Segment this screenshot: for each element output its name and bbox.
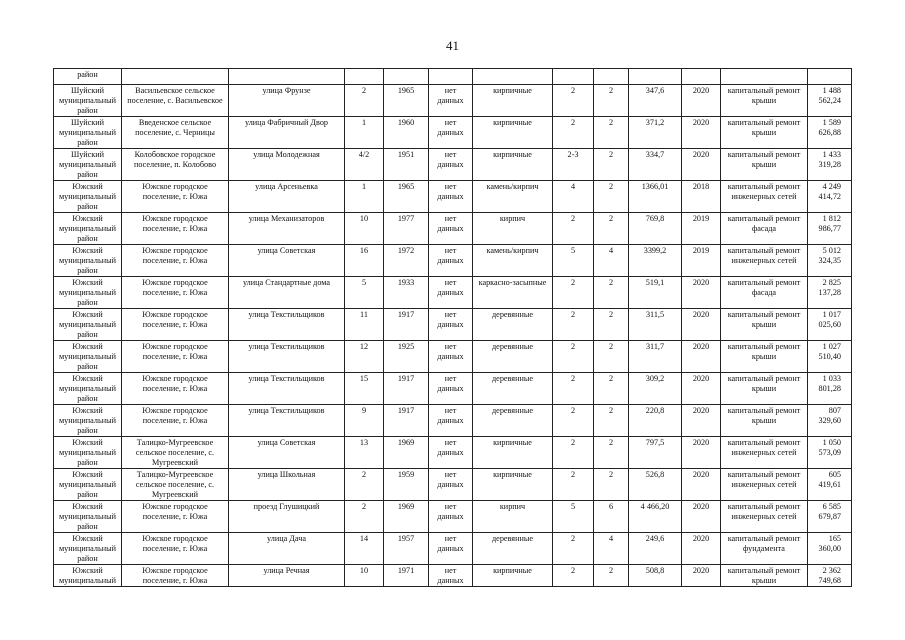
cell-district: Шуйский муниципальный район (54, 85, 122, 117)
cell-settlement: Васильевское сельское поселение, с. Васильевское (122, 85, 229, 117)
cell-material (473, 69, 553, 85)
cell-cost: 1 050 573,09 (808, 437, 852, 469)
cell-year: 1959 (384, 469, 429, 501)
cell-settlement: Талицко-Мугреевское сельское поселение, с. Мугреевский (122, 437, 229, 469)
table-row (54, 405, 852, 437)
cell-status: нет данных (429, 213, 473, 245)
cell-district: Шуйский муниципальный район (54, 149, 122, 181)
cell-material: камень/кирпич (473, 181, 553, 213)
cell-work-type: капитальный ремонт крыши (721, 309, 808, 341)
table-row (54, 373, 852, 405)
cell-entrances: 2 (594, 437, 629, 469)
cell-work-type: капитальный ремонт фасада (721, 277, 808, 309)
cell-settlement: Южское городское поселение, г. Южа (122, 341, 229, 373)
cell-year: 1951 (384, 149, 429, 181)
cell-plan-year: 2020 (682, 565, 721, 587)
cell-floors: 2 (553, 85, 594, 117)
cell-district: Шуйский муниципальный район (54, 117, 122, 149)
cell-floors: 5 (553, 501, 594, 533)
cell-street: проезд Глушицкий (229, 501, 345, 533)
cell-work-type: капитальный ремонт инженерных сетей (721, 437, 808, 469)
cell-area: 797,5 (629, 437, 682, 469)
cell-floors: 2 (553, 277, 594, 309)
cell-district: Южский муниципальный район (54, 309, 122, 341)
table-row (54, 309, 852, 341)
cell-area: 249,6 (629, 533, 682, 565)
table-row (54, 437, 852, 469)
cell-house: 15 (345, 373, 384, 405)
cell-house: 10 (345, 213, 384, 245)
cell-cost: 807 329,60 (808, 405, 852, 437)
cell-house: 12 (345, 341, 384, 373)
cell-area (629, 69, 682, 85)
cell-district: Южский муниципальный район (54, 341, 122, 373)
cell-year: 1965 (384, 85, 429, 117)
cell-floors: 2 (553, 341, 594, 373)
cell-status: нет данных (429, 149, 473, 181)
cell-year: 1971 (384, 565, 429, 587)
cell-work-type: капитальный ремонт крыши (721, 149, 808, 181)
cell-material: кирпичные (473, 565, 553, 587)
cell-entrances: 2 (594, 469, 629, 501)
cell-year: 1969 (384, 437, 429, 469)
housing-repair-table (53, 68, 852, 587)
cell-settlement: Южское городское поселение, г. Южа (122, 533, 229, 565)
cell-street (229, 69, 345, 85)
cell-plan-year: 2020 (682, 149, 721, 181)
table-row (54, 469, 852, 501)
cell-entrances: 2 (594, 213, 629, 245)
cell-house: 4/2 (345, 149, 384, 181)
cell-entrances: 2 (594, 277, 629, 309)
cell-work-type: капитальный ремонт инженерных сетей (721, 469, 808, 501)
cell-area: 1366,01 (629, 181, 682, 213)
cell-plan-year (682, 69, 721, 85)
cell-cost: 1 488 562,24 (808, 85, 852, 117)
page-number: 41 (446, 38, 459, 53)
cell-area: 769,8 (629, 213, 682, 245)
cell-floors: 5 (553, 245, 594, 277)
cell-status: нет данных (429, 501, 473, 533)
cell-material: кирпичные (473, 85, 553, 117)
cell-status: нет данных (429, 181, 473, 213)
cell-material: кирпичные (473, 437, 553, 469)
table-row (54, 533, 852, 565)
cell-material: деревянные (473, 533, 553, 565)
cell-status (429, 69, 473, 85)
cell-settlement: Южское городское поселение, г. Южа (122, 181, 229, 213)
cell-area: 526,8 (629, 469, 682, 501)
cell-material: каркасно-засыпные (473, 277, 553, 309)
cell-house: 14 (345, 533, 384, 565)
cell-district: Южский муниципальный (54, 565, 122, 587)
cell-street: улица Советская (229, 245, 345, 277)
cell-cost: 1 017 025,60 (808, 309, 852, 341)
cell-work-type: капитальный ремонт фундамента (721, 533, 808, 565)
cell-cost: 2 825 137,28 (808, 277, 852, 309)
cell-street: улица Текстильщиков (229, 405, 345, 437)
cell-plan-year: 2018 (682, 181, 721, 213)
cell-entrances: 2 (594, 405, 629, 437)
cell-work-type: капитальный ремонт инженерных сетей (721, 181, 808, 213)
cell-street: улица Речная (229, 565, 345, 587)
cell-cost: 1 812 986,77 (808, 213, 852, 245)
cell-status: нет данных (429, 341, 473, 373)
cell-plan-year: 2020 (682, 405, 721, 437)
cell-status: нет данных (429, 437, 473, 469)
cell-district: Южский муниципальный район (54, 373, 122, 405)
cell-area: 508,8 (629, 565, 682, 587)
cell-work-type: капитальный ремонт крыши (721, 117, 808, 149)
cell-year: 1960 (384, 117, 429, 149)
table-row (54, 501, 852, 533)
cell-floors: 2 (553, 469, 594, 501)
cell-material: кирпич (473, 213, 553, 245)
cell-district: Южский муниципальный район (54, 245, 122, 277)
cell-floors: 2 (553, 213, 594, 245)
cell-material: деревянные (473, 405, 553, 437)
cell-year (384, 69, 429, 85)
cell-year: 1933 (384, 277, 429, 309)
cell-area: 334,7 (629, 149, 682, 181)
cell-floors: 2 (553, 565, 594, 587)
cell-house: 11 (345, 309, 384, 341)
cell-district: Южский муниципальный район (54, 277, 122, 309)
cell-plan-year: 2020 (682, 85, 721, 117)
cell-area: 371,2 (629, 117, 682, 149)
cell-area: 3399,2 (629, 245, 682, 277)
cell-plan-year: 2020 (682, 277, 721, 309)
cell-entrances: 2 (594, 309, 629, 341)
cell-house: 10 (345, 565, 384, 587)
cell-settlement: Южское городское поселение, г. Южа (122, 565, 229, 587)
cell-street: улица Текстильщиков (229, 373, 345, 405)
cell-floors: 2 (553, 405, 594, 437)
cell-plan-year: 2020 (682, 341, 721, 373)
cell-settlement: Южское городское поселение, г. Южа (122, 405, 229, 437)
cell-street: улица Советская (229, 437, 345, 469)
cell-settlement: Колобовское городское поселение, п. Колобово (122, 149, 229, 181)
cell-floors (553, 69, 594, 85)
cell-year: 1969 (384, 501, 429, 533)
cell-work-type: капитальный ремонт инженерных сетей (721, 245, 808, 277)
cell-house (345, 69, 384, 85)
cell-entrances: 4 (594, 533, 629, 565)
table-row (54, 85, 852, 117)
cell-material: кирпичные (473, 149, 553, 181)
cell-year: 1917 (384, 309, 429, 341)
cell-entrances: 2 (594, 341, 629, 373)
cell-floors: 2 (553, 309, 594, 341)
cell-district: Южский муниципальный район (54, 181, 122, 213)
cell-street: улица Стандартные дома (229, 277, 345, 309)
cell-house: 2 (345, 501, 384, 533)
cell-plan-year: 2020 (682, 373, 721, 405)
cell-street: улица Механизаторов (229, 213, 345, 245)
cell-area: 311,5 (629, 309, 682, 341)
cell-cost: 4 249 414,72 (808, 181, 852, 213)
cell-entrances: 2 (594, 85, 629, 117)
table-row (54, 181, 852, 213)
cell-work-type: капитальный ремонт фасада (721, 213, 808, 245)
cell-settlement: Введенское сельское поселение, с. Черницы (122, 117, 229, 149)
table-row (54, 277, 852, 309)
cell-street: улица Дача (229, 533, 345, 565)
cell-material: кирпичные (473, 469, 553, 501)
cell-house: 2 (345, 85, 384, 117)
cell-district: Южский муниципальный район (54, 533, 122, 565)
cell-floors: 4 (553, 181, 594, 213)
cell-house: 9 (345, 405, 384, 437)
cell-floors: 2-3 (553, 149, 594, 181)
cell-plan-year: 2020 (682, 437, 721, 469)
cell-status: нет данных (429, 309, 473, 341)
cell-street: улица Текстильщиков (229, 309, 345, 341)
cell-work-type: капитальный ремонт крыши (721, 565, 808, 587)
cell-area: 311,7 (629, 341, 682, 373)
cell-street: улица Школьная (229, 469, 345, 501)
cell-plan-year: 2020 (682, 117, 721, 149)
cell-plan-year: 2020 (682, 469, 721, 501)
cell-plan-year: 2019 (682, 213, 721, 245)
cell-cost: 1 589 626,88 (808, 117, 852, 149)
cell-street: улица Арсеньевка (229, 181, 345, 213)
cell-district: Южский муниципальный район (54, 501, 122, 533)
cell-house: 5 (345, 277, 384, 309)
cell-settlement: Южское городское поселение, г. Южа (122, 373, 229, 405)
cell-house: 2 (345, 469, 384, 501)
cell-cost: 605 419,61 (808, 469, 852, 501)
cell-area: 220,8 (629, 405, 682, 437)
cell-district: Южский муниципальный район (54, 437, 122, 469)
cell-entrances (594, 69, 629, 85)
cell-year: 1972 (384, 245, 429, 277)
cell-plan-year: 2019 (682, 245, 721, 277)
cell-entrances: 2 (594, 117, 629, 149)
cell-settlement: Южское городское поселение, г. Южа (122, 501, 229, 533)
cell-status: нет данных (429, 277, 473, 309)
cell-work-type: капитальный ремонт крыши (721, 405, 808, 437)
cell-settlement: Южское городское поселение, г. Южа (122, 277, 229, 309)
cell-house: 1 (345, 117, 384, 149)
cell-street: улица Фрунзе (229, 85, 345, 117)
cell-street: улица Молодежная (229, 149, 345, 181)
cell-floors: 2 (553, 533, 594, 565)
cell-material: кирпич (473, 501, 553, 533)
cell-status: нет данных (429, 245, 473, 277)
cell-year: 1965 (384, 181, 429, 213)
cell-house: 16 (345, 245, 384, 277)
cell-material: деревянные (473, 309, 553, 341)
cell-year: 1917 (384, 405, 429, 437)
cell-status: нет данных (429, 565, 473, 587)
cell-settlement: Талицко-Мугреевское сельское поселение, с. Мугреевский (122, 469, 229, 501)
cell-work-type (721, 69, 808, 85)
cell-cost: 1 033 801,28 (808, 373, 852, 405)
cell-work-type: капитальный ремонт крыши (721, 341, 808, 373)
cell-cost: 165 360,00 (808, 533, 852, 565)
cell-entrances: 2 (594, 181, 629, 213)
cell-cost: 6 585 679,87 (808, 501, 852, 533)
cell-work-type: капитальный ремонт крыши (721, 85, 808, 117)
cell-district: Южский муниципальный район (54, 405, 122, 437)
table-row-continuation (54, 69, 852, 85)
cell-status: нет данных (429, 373, 473, 405)
cell-status: нет данных (429, 469, 473, 501)
cell-entrances: 2 (594, 565, 629, 587)
cell-settlement: Южское городское поселение, г. Южа (122, 213, 229, 245)
cell-area: 309,2 (629, 373, 682, 405)
table-row (54, 117, 852, 149)
cell-year: 1917 (384, 373, 429, 405)
table-row (54, 341, 852, 373)
cell-material: камень/кирпич (473, 245, 553, 277)
cell-settlement (122, 69, 229, 85)
cell-year: 1925 (384, 341, 429, 373)
cell-district: район (54, 69, 122, 85)
cell-material: кирпичные (473, 117, 553, 149)
cell-area: 4 466,20 (629, 501, 682, 533)
cell-plan-year: 2020 (682, 533, 721, 565)
cell-district: Южский муниципальный район (54, 213, 122, 245)
cell-entrances: 4 (594, 245, 629, 277)
cell-street: улица Текстильщиков (229, 341, 345, 373)
cell-status: нет данных (429, 85, 473, 117)
table-row (54, 149, 852, 181)
table-row (54, 565, 852, 587)
cell-street: улица Фабричный Двор (229, 117, 345, 149)
cell-status: нет данных (429, 117, 473, 149)
cell-floors: 2 (553, 117, 594, 149)
table-row (54, 213, 852, 245)
cell-cost: 2 362 749,68 (808, 565, 852, 587)
cell-entrances: 6 (594, 501, 629, 533)
cell-plan-year: 2020 (682, 501, 721, 533)
cell-area: 347,6 (629, 85, 682, 117)
cell-settlement: Южское городское поселение, г. Южа (122, 309, 229, 341)
cell-cost: 5 012 324,35 (808, 245, 852, 277)
cell-floors: 2 (553, 437, 594, 469)
cell-area: 519,1 (629, 277, 682, 309)
cell-material: деревянные (473, 373, 553, 405)
cell-material: деревянные (473, 341, 553, 373)
cell-entrances: 2 (594, 149, 629, 181)
cell-floors: 2 (553, 373, 594, 405)
cell-status: нет данных (429, 533, 473, 565)
cell-house: 1 (345, 181, 384, 213)
cell-cost: 1 027 510,40 (808, 341, 852, 373)
cell-year: 1977 (384, 213, 429, 245)
cell-work-type: капитальный ремонт инженерных сетей (721, 501, 808, 533)
cell-house: 13 (345, 437, 384, 469)
cell-year: 1957 (384, 533, 429, 565)
cell-cost: 1 433 319,28 (808, 149, 852, 181)
cell-entrances: 2 (594, 373, 629, 405)
cell-work-type: капитальный ремонт крыши (721, 373, 808, 405)
table-row (54, 245, 852, 277)
cell-cost (808, 69, 852, 85)
cell-status: нет данных (429, 405, 473, 437)
cell-district: Южский муниципальный район (54, 469, 122, 501)
cell-settlement: Южское городское поселение, г. Южа (122, 245, 229, 277)
cell-plan-year: 2020 (682, 309, 721, 341)
